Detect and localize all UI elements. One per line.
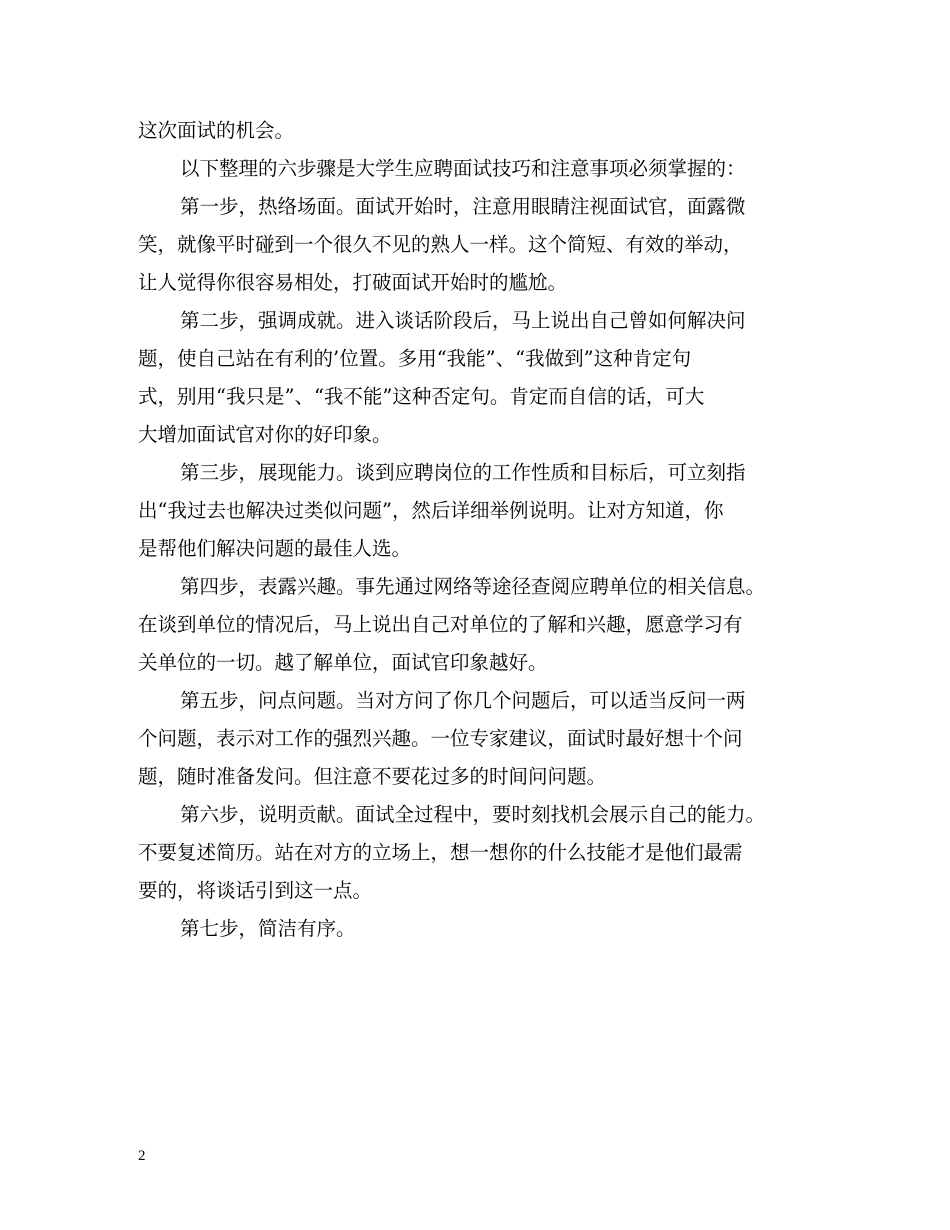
text-line: 第三步，展现能力。谈到应聘岗位的工作性质和目标后，可立刻指 <box>180 461 746 484</box>
text-line: 式，别用“我只是”、“我不能”这种否定句。肯定而自信的话，可大 <box>138 385 705 408</box>
text-line: 笑，就像平时碰到一个很久不见的熟人一样。这个简短、有效的举动， <box>138 233 743 256</box>
paragraph <box>138 910 814 948</box>
text-line: 题，随时准备发问。但注意不要花过多的时间问问题。 <box>138 765 607 788</box>
paragraph <box>138 112 814 150</box>
paragraph <box>138 188 814 302</box>
text-line: 出“我过去也解决过类似问题”，然后详细举例说明。让对方知道，你 <box>138 499 724 522</box>
text-line: 第七步，简洁有序。 <box>180 917 356 940</box>
text-line: 第四步，表露兴趣。事先通过网络等途径查阅应聘单位的相关信息。 <box>180 575 766 598</box>
text-line: 第五步，问点问题。当对方问了你几个问题后，可以适当反问一两 <box>180 689 746 712</box>
text-line: 这次面试的机会。 <box>138 119 295 142</box>
text-line: 是帮他们解决问题的最佳人选。 <box>138 537 412 560</box>
text-line: 不要复述简历。站在对方的立场上，想一想你的什么技能才是他们最需 <box>138 841 743 864</box>
paragraph <box>138 302 814 454</box>
text-line: 个问题，表示对工作的强烈兴趣。一位专家建议，面试时最好想十个问 <box>138 727 743 750</box>
text-line: 第六步，说明贡献。面试全过程中，要时刻找机会展示自己的能力。 <box>180 803 766 826</box>
text-line: 题，使自己站在有利的’位置。多用“我能”、“我做到”这种肯定句 <box>138 347 692 370</box>
paragraph <box>138 568 814 682</box>
text-line: 要的，将谈话引到这一点。 <box>138 879 373 902</box>
text-line: 以下整理的六步骤是大学生应聘面试技巧和注意事项必须掌握的： <box>180 157 746 180</box>
paragraph <box>138 454 814 568</box>
document-body <box>138 112 814 948</box>
paragraph <box>138 796 814 910</box>
text-line: 在谈到单位的情况后，马上说出自己对单位的了解和兴趣，愿意学习有 <box>138 613 743 636</box>
paragraph <box>138 682 814 796</box>
text-line: 第二步，强调成就。进入谈话阶段后，马上说出自己曾如何解决问 <box>180 309 746 332</box>
text-line: 第一步，热络场面。面试开始时，注意用眼睛注视面试官，面露微 <box>180 195 746 218</box>
text-line: 让人觉得你很容易相处，打破面试开始时的尴尬。 <box>138 271 568 294</box>
paragraph <box>138 150 814 188</box>
text-line: 大增加面试官对你的好印象。 <box>138 423 392 446</box>
text-line: 关单位的一切。越了解单位，面试官印象越好。 <box>138 651 548 674</box>
page-number: 2 <box>138 1148 146 1164</box>
